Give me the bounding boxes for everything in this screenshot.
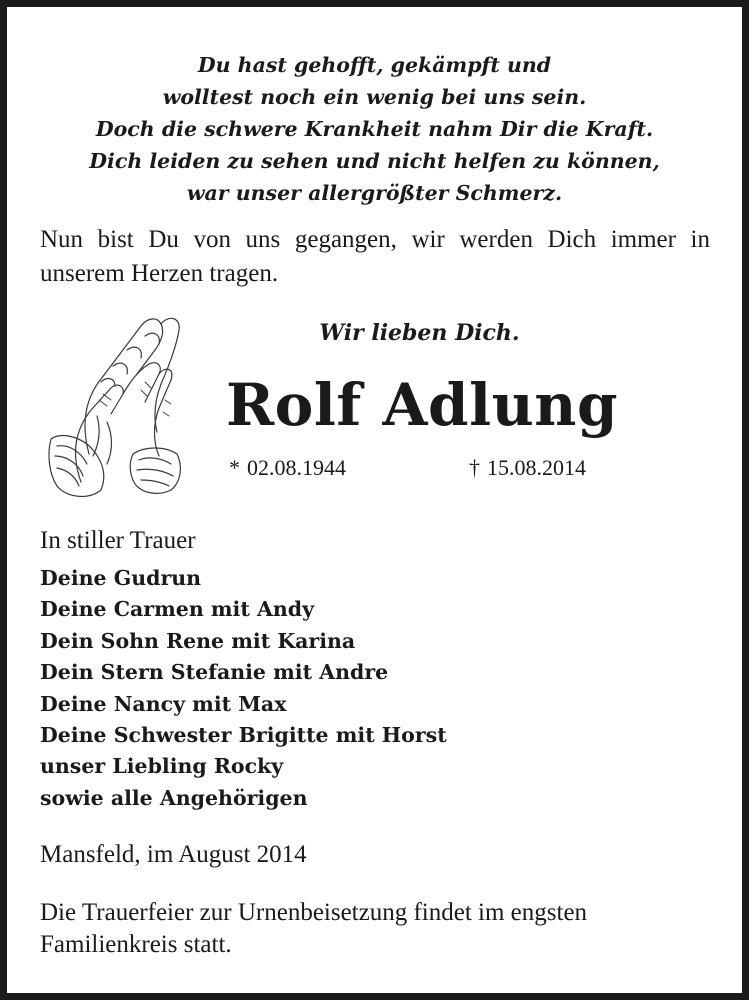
mourner-item: Deine Schwester Brigitte mit Horst xyxy=(40,723,447,748)
death-symbol: † xyxy=(469,455,480,480)
mourners-list xyxy=(40,563,447,814)
mourner-item: Deine Carmen mit Andy xyxy=(40,597,315,622)
birth-symbol: * xyxy=(229,455,240,480)
mourner-item: Dein Sohn Rene mit Karina xyxy=(40,628,356,653)
ceremony-note: Die Trauerfeier zur Urnenbeisetzung findet im engsten Familienkreis statt. xyxy=(40,899,588,958)
poem-line: wolltest noch ein wenig bei uns sein. xyxy=(162,85,587,109)
death-date-line xyxy=(469,453,586,483)
motto: Wir lieben Dich. xyxy=(319,320,520,346)
mourning-intro: In stiller Trauer xyxy=(40,527,196,554)
place-date: Mansfeld, im August 2014 xyxy=(40,841,307,868)
birth-date-line xyxy=(229,453,346,483)
poem-line: Dich leiden zu sehen und nicht helfen zu können, xyxy=(89,149,660,173)
mourner-item: Deine Nancy mit Max xyxy=(40,691,287,716)
poem-line: war unser allergrößter Schmerz. xyxy=(186,181,563,205)
mourner-item: Deine Gudrun xyxy=(40,566,202,590)
praying-hands-icon xyxy=(41,304,191,504)
mourner-item: unser Liebling Rocky xyxy=(40,754,284,779)
mourner-item: Dein Stern Stefanie mit Andre xyxy=(40,660,389,685)
poem-line: Doch die schwere Krankheit nahm Dir die Kraft. xyxy=(95,117,654,141)
mourner-item: sowie alle Angehörigen xyxy=(40,785,308,810)
poem-line: Du hast gehofft, gekämpft und xyxy=(197,53,552,77)
intro-text: Nun bist Du von uns gegangen, wir werden Dich immer in unserem Herzen tragen. xyxy=(40,226,710,287)
poem-verse xyxy=(7,49,742,209)
death-date: 15.08.2014 xyxy=(487,455,586,480)
deceased-name: Rolf Adlung xyxy=(225,371,619,439)
birth-date: 02.08.1944 xyxy=(247,455,346,480)
